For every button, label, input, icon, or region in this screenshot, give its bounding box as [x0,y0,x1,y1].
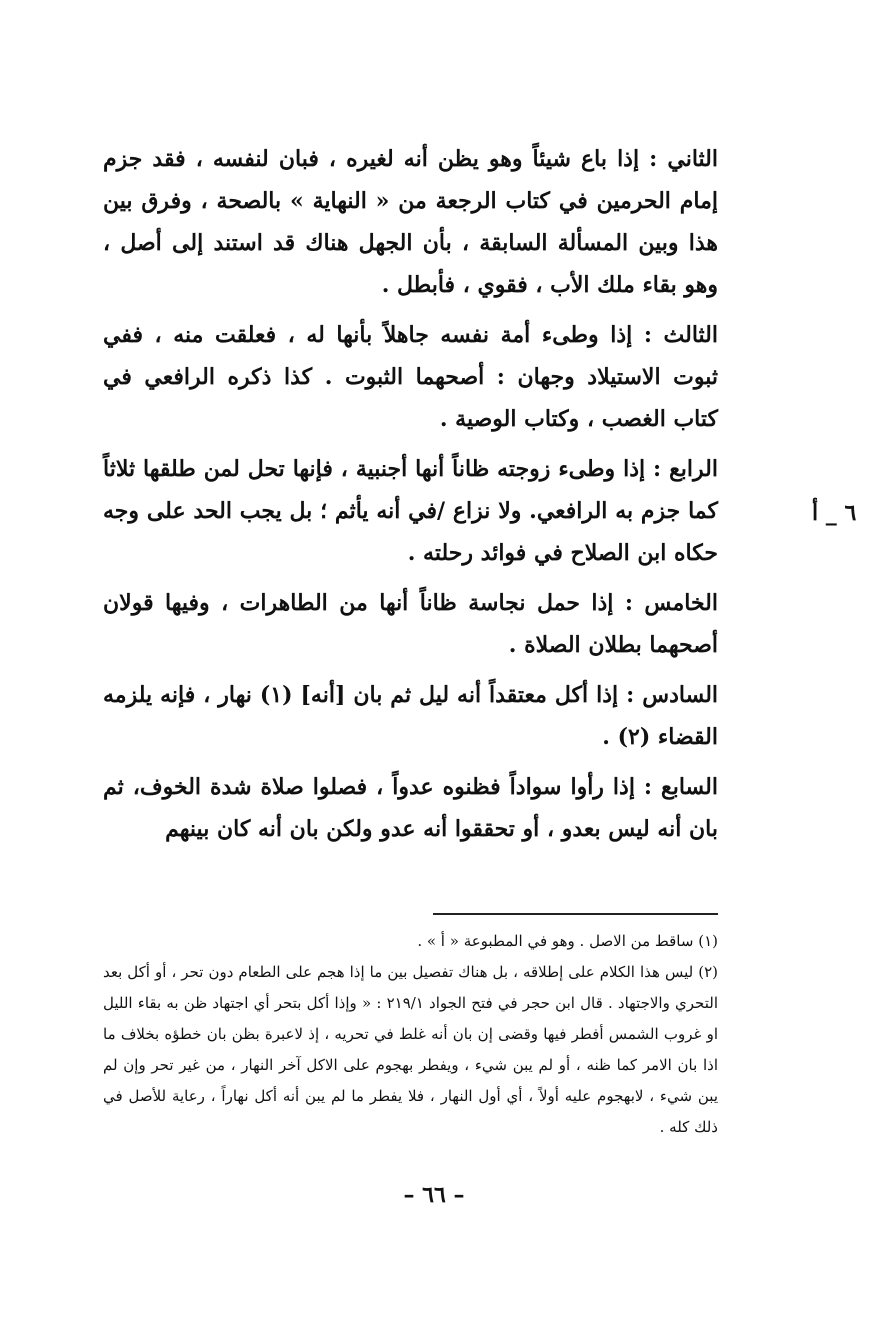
paragraph-body: إذا وطىء زوجته ظاناً أنها أجنبية ، فإنها تحل لمن طلقها ثلاثاً كما جزم به الرافعي. ولا نزاع /في أنه يأثم ؛ بل يجب الحد على وجه حكاه ابن الصلاح في فوائد رحلته . [103,456,718,566]
paragraph-body: إذا وطىء أمة نفسه جاهلاً بأنها له ، فعلقت منه ، ففي ثبوت الاستيلاد وجهان : أصحهما الثبوت . كذا ذكره الرافعي في كتاب الغصب ، وكتاب الوصية . [103,322,718,432]
paragraph-second [103,138,718,306]
paragraph-body: إذا أكل معتقداً أنه ليل ثم بان [أنه] (١) نهار ، فإنه يلزمه القضاء (٢) . [103,682,718,750]
paragraph-lead: السابع : [643,774,718,800]
page-number: – ٦٦ – [403,1182,465,1208]
paragraph-lead: الثاني : [649,146,718,172]
paragraph-lead: الخامس : [624,590,718,616]
footnote-1: (١) ساقط من الاصل . وهو في المطبوعة « أ » . [417,932,718,950]
main-text [103,138,718,858]
manuscript-folio-marker: ٦ _ أ [812,500,857,526]
paragraph-fourth [103,448,718,574]
paragraph-lead: الرابع : [653,456,718,482]
paragraph-lead: السادس : [626,682,719,708]
footnote-divider [433,913,718,915]
footnotes [103,926,718,1143]
paragraph-body: إذا رأوا سواداً فظنوه عدواً ، فصلوا صلاة شدة الخوف، ثم بان أنه ليس بعدو ، أو تحققوا أنه عدو ولكن بان أنه كان بينهم [103,774,718,842]
paragraph-fifth [103,582,718,666]
paragraph-lead: الثالث : [643,322,718,348]
paragraph-sixth [103,674,718,758]
paragraph-seventh [103,766,718,850]
paragraph-body: إذا حمل نجاسة ظاناً أنها من الطاهرات ، وفيها قولان أصحهما بطلان الصلاة . [103,590,718,658]
paragraph-body: إذا باع شيئاً وهو يظن أنه لغيره ، فبان لنفسه ، فقد جزم إمام الحرمين في كتاب الرجعة من « النهاية » بالصحة ، وفرق بين هذا وبين المسألة السابقة ، بأن الجهل هناك قد استند إلى أصل ، وهو بقاء ملك الأب ، فقوي ، فأبطل . [103,146,718,298]
footnote-2: (٢) ليس هذا الكلام على إطلاقه ، بل هناك تفصيل بين ما إذا هجم على الطعام دون تحر ، أو أكل بعد التحري والاجتهاد . قال ابن حجر في فتح الجواد ٢١٩/١ : « وإذا أكل بتحر أي اجتهاد ظن به بقاء الليل او غروب الشمس أفطر فيها وقضى إن بان أنه غلط في تحريه ، إذ لاعبرة بظن بان خطؤه بخلاف ما اذا بان الامر كما ظنه ، أو لم يبن شيء ، ويفطر بهجوم على الاكل آخر النهار ، من غير تحر وإن لم يبن شيء ، لابهجوم عليه أولاً ، أي أول النهار ، فلا يفطر ما لم يبن أنه أكل نهاراً ، رعاية للأصل في ذلك كله . [103,963,718,1136]
paragraph-third [103,314,718,440]
